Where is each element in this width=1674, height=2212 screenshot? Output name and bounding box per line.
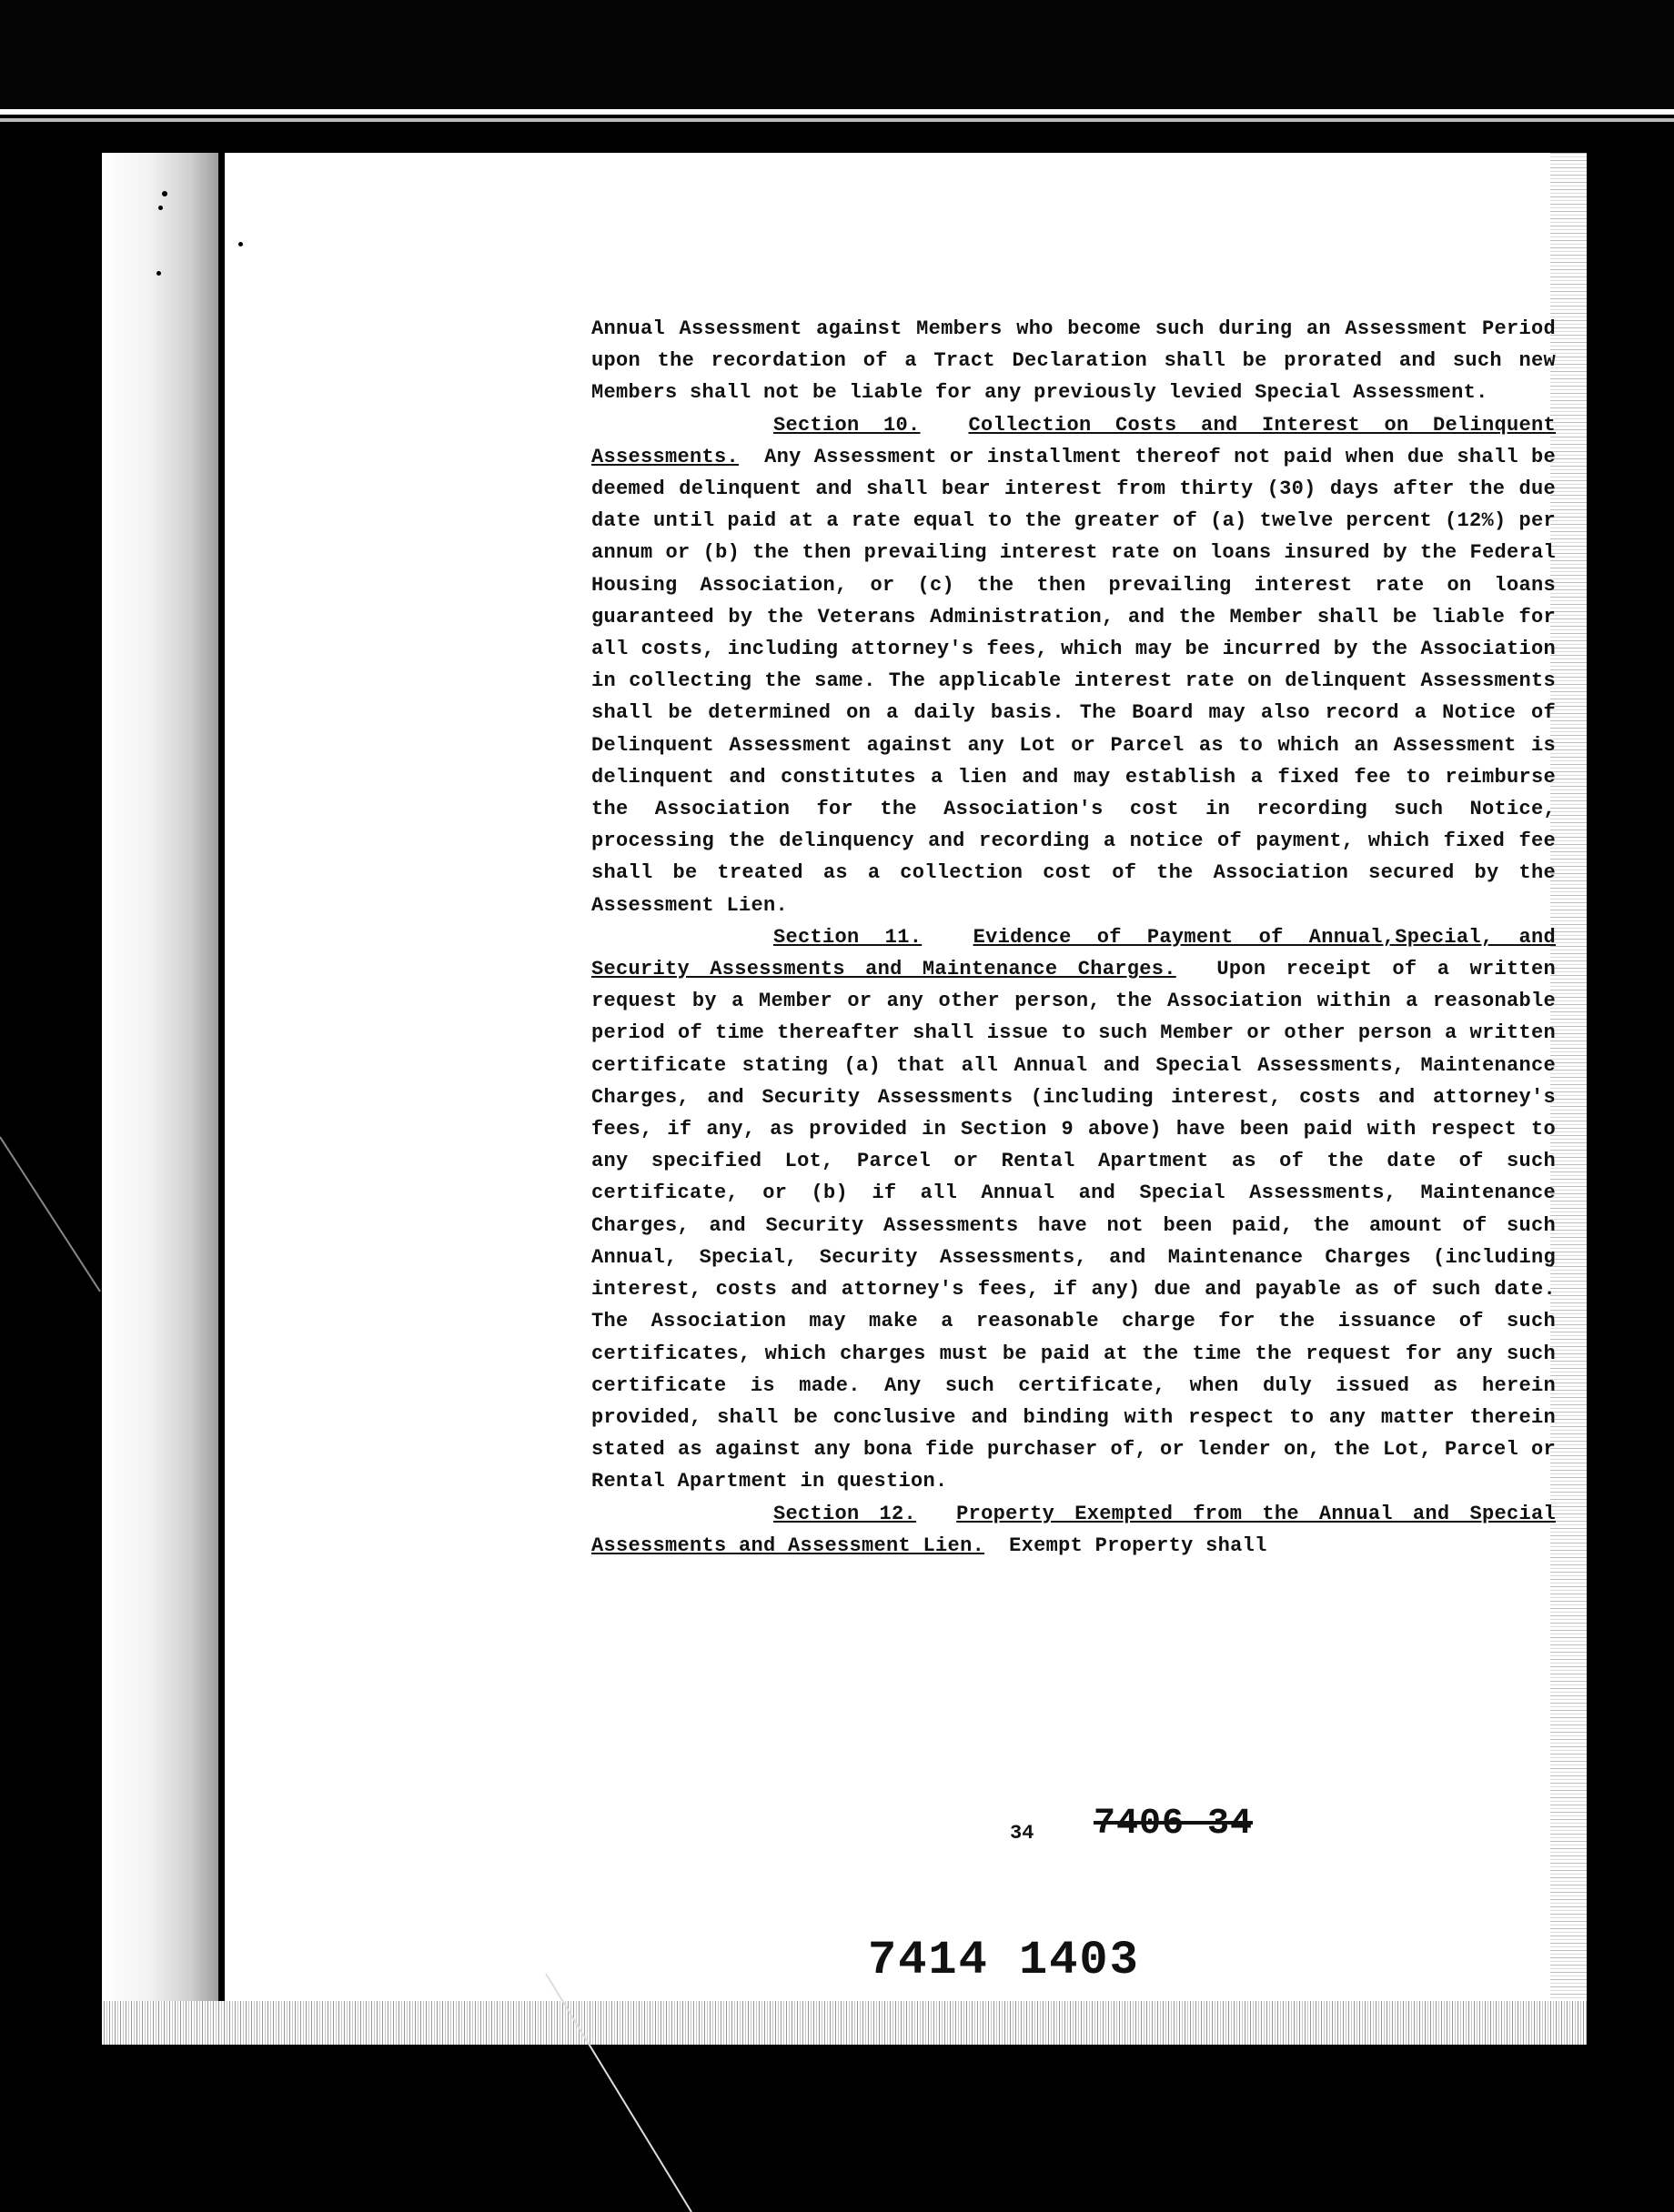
scan-speck xyxy=(158,206,163,210)
paragraph-section-12 xyxy=(591,1498,1556,1562)
paragraph-section-10 xyxy=(591,409,1556,921)
paragraph-body: Annual Assessment against Members who become such during an Assessment Period upon the recordation of a Tract Declaration shall be prorated and such new Members shall not be liable for any previously levied Special Assessment. xyxy=(591,317,1556,405)
scan-speck xyxy=(156,271,161,276)
paragraph-body: Any Assessment or installment thereof not paid when due shall be deemed delinquent and shall bear interest from thirty (30) days after the due date until paid at a rate equal to the greater of (a) twelve percent (12%) per annum or (b) the then prevailing interest rate on loans insured by the Federal Housing Association, or (c) the then prevailing interest rate on loans guaranteed by the Veterans Administration, and the Member shall be liable for all costs, including attorney's fees, which may be incurred by the Association in collecting the same. The applicable interest rate on delinquent Assessments shall be determined on a daily basis. The Board may also record a Notice of Delinquent Assessment against any Lot or Parcel as to which an Assessment is delinquent and constitutes a lien and may establish a fixed fee to reimburse the Association for the Association's cost in recording such Notice, processing the delinquency and recording a notice of payment, which fixed fee shall be treated as a collection cost of the Association secured by the Assessment Lien. xyxy=(591,445,1556,917)
scratch-line xyxy=(0,1137,100,1292)
paragraph-body: Exempt Property shall xyxy=(1009,1533,1267,1557)
paragraph-intro xyxy=(591,313,1556,409)
scanned-page xyxy=(102,153,1587,2045)
scan-speck xyxy=(238,242,243,246)
scan-top-rule xyxy=(0,109,1674,115)
scan-speck xyxy=(162,191,167,196)
section-number: Section 10. xyxy=(773,413,921,437)
section-number: Section 12. xyxy=(773,1502,917,1525)
document-text-column xyxy=(591,313,1556,1562)
bottom-edge-noise xyxy=(102,2001,1587,2045)
section-title: Collection Costs and Interest on Delinquent Assessments. xyxy=(591,413,1557,468)
page-number: 34 xyxy=(1010,1822,1034,1845)
section-title: Property Exempted from the Annual and Special Assessments and Assessment Lien. xyxy=(591,1502,1556,1557)
section-title: Evidence of Payment of Annual,Special, and Security Assessments and Maintenance Charges. xyxy=(591,925,1557,981)
section-number: Section 11. xyxy=(773,925,923,949)
scan-top-rule-secondary xyxy=(0,118,1674,122)
struck-book-page-stamp: 7406 34 xyxy=(1094,1804,1254,1845)
scan-top-band xyxy=(0,0,1674,109)
left-margin-shadow xyxy=(102,153,220,2045)
paragraph-body: Upon receipt of a written request by a Member or any other person, the Association within a reasonable period of time thereafter shall issue to such Member or other person a written certificate stating (a) that all Annual and Special Assessments, Maintenance Charges, and Security Assessments (including interest, costs and attorney's fees, if any, as provided in Section 9 above) have been paid with respect to any specified Lot, Parcel or Rental Apartment as of the date of such certificate, or (b) if all Annual and Special Assessments, Maintenance Charges, and Security Assessments have not been paid, the amount of such Annual, Special, Security Assessments, and Maintenance Charges (including interest, costs and attorney's fees, if any) due and payable as of such date. The Association may make a reasonable charge for the issuance of such certificates, which charges must be paid at the time the request for any such certificate is made. Any such certificate, when duly issued as herein provided, shall be conclusive and binding with respect to any matter therein stated as against any bona fide purchaser of, or lender on, the Lot, Parcel or Rental Apartment in question. xyxy=(591,958,1556,1493)
recording-book-page-stamp: 7414 1403 xyxy=(868,1934,1140,1987)
left-margin-rule xyxy=(218,153,225,2045)
paragraph-section-11 xyxy=(591,921,1556,1498)
